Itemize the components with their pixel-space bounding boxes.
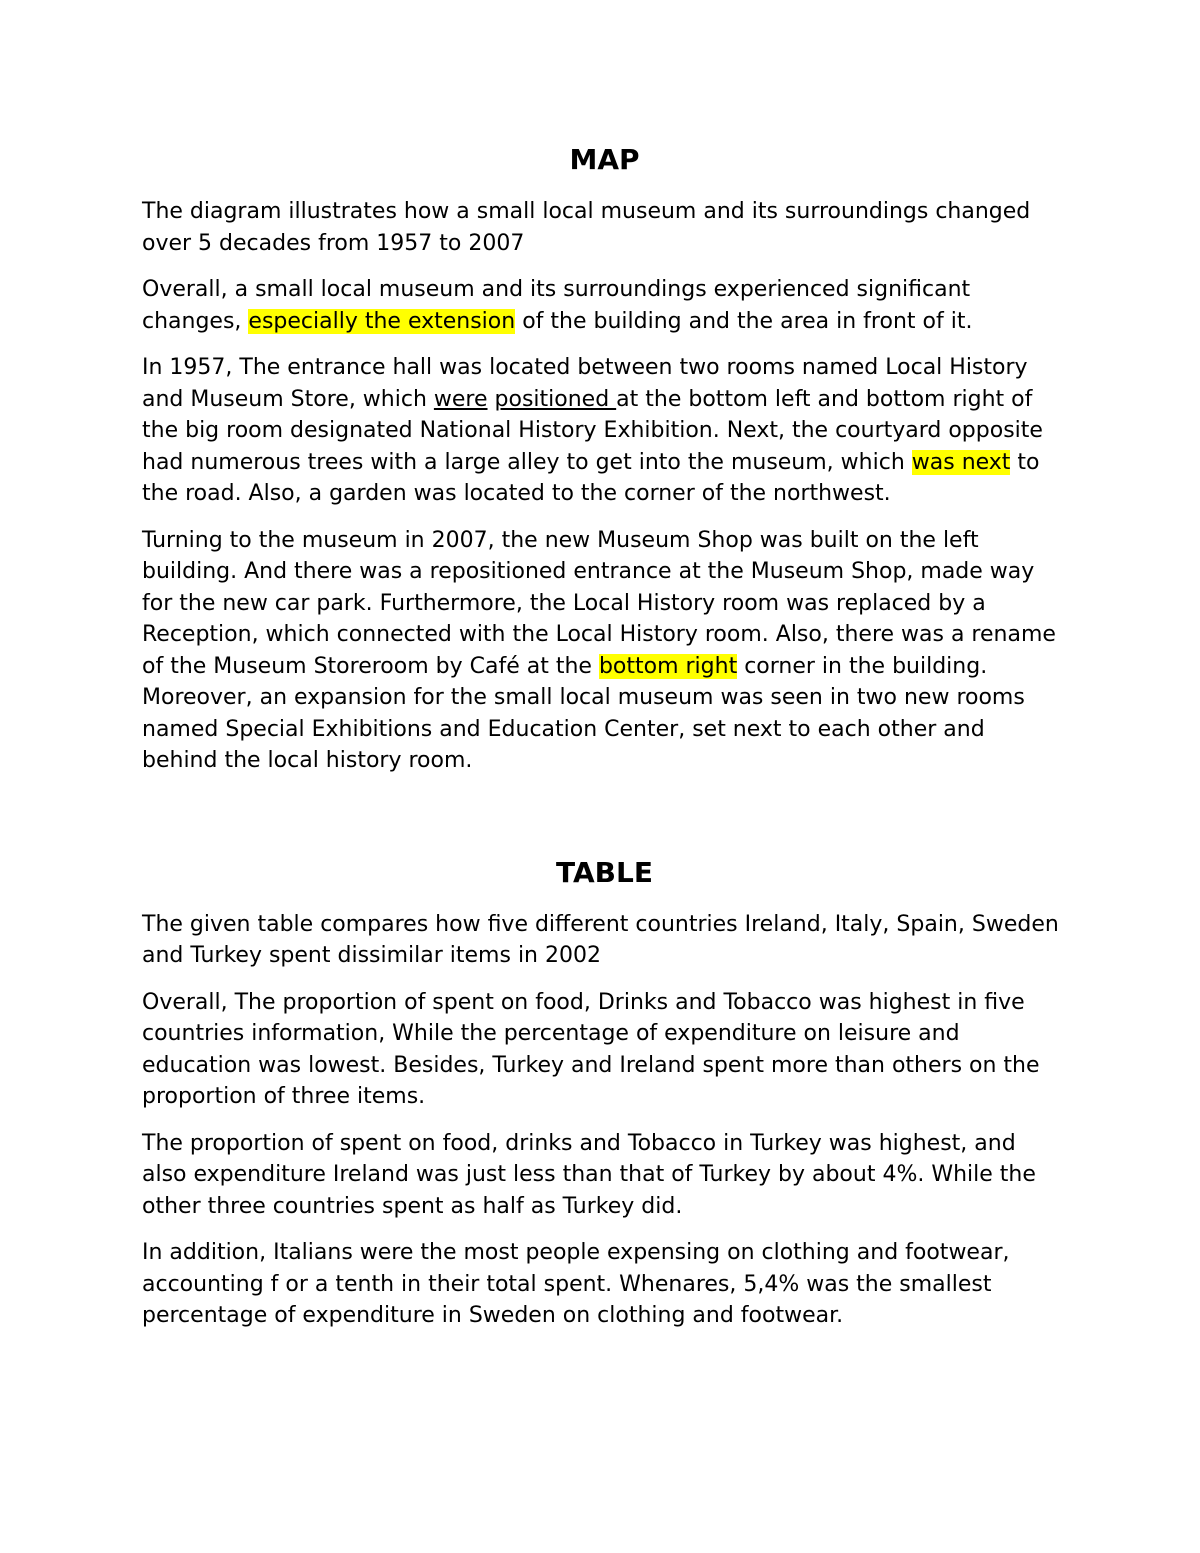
map-1957-text-mid: at the bottom left and bottom right of the big room designated National History Exhibition. Next, the courtyard opposite had numerous trees with a large alley to get into the museum, which [142, 386, 1043, 475]
highlighted-text: was next [911, 449, 1011, 475]
highlighted-text: especially the extension [248, 308, 516, 334]
map-overview-paragraph [142, 274, 1067, 337]
heading-table: TABLE [556, 855, 653, 889]
map-1957-paragraph [142, 352, 1067, 510]
table-overview-paragraph: Overall, The proportion of spent on food, Drinks and Tobacco was highest in five countries information, While the percentage of expenditure on leisure and education was lowest. Besides, Turkey and Ireland spent more than others on the proportion of three items. [142, 989, 1040, 1109]
table-intro-paragraph: The given table compares how five different countries Ireland, Italy, Spain, Sweden and Turkey spent dissimilar items in 2002 [142, 911, 1059, 968]
map-overview-text-end: of the building and the area in front of it. [515, 308, 973, 334]
map-overview-text: Overall, a small local museum and its surroundings experienced significant changes, [142, 277, 971, 334]
document-body [142, 138, 1067, 1347]
table-food-paragraph: The proportion of spent on food, drinks and Tobacco in Turkey was highest, and also expenditure Ireland was just less than that of Turkey by about 4%. While the other three countries spent as half as Turkey did. [142, 1130, 1036, 1219]
map-1957-space [488, 387, 495, 412]
map-2007-paragraph [142, 525, 1067, 777]
underlined-text: were [433, 386, 488, 412]
highlighted-text: bottom right [598, 653, 738, 679]
map-intro-paragraph: The diagram illustrates how a small local museum and its surroundings changed over 5 decades from 1957 to 2007 [142, 199, 1031, 256]
map-2007-text: Turning to the museum in 2007, the new Museum Shop was built on the left building. And there was a repositioned entrance at the Museum Shop, made way for the new car park. Furthermore, the Local History room was replaced by a Reception, which connected with the Local History room. Also, there was a rename of the Museum Storeroom by Café at the [142, 527, 1056, 679]
map-1957-text-end: to the road. Also, a garden was located to the corner of the northwest. [142, 449, 1040, 506]
map-2007-text-end: corner in the building. Moreover, an expansion for the small local museum was seen in two new rooms named Special Exhibitions and Education Center, set next to each other and behind the local history room. [142, 653, 1025, 773]
heading-map: MAP [569, 143, 640, 176]
table-clothing-paragraph: In addition, Italians were the most people expensing on clothing and footwear, accounting f or a tenth in their total spent. Whenares, 5,4% was the smallest percentage of expenditure in Sweden on clothing and footwear. [142, 1240, 1010, 1328]
underlined-text: positioned [494, 386, 617, 412]
map-1957-text: In 1957, The entrance hall was located between two rooms named Local History and Museum Store, which [142, 355, 1028, 412]
